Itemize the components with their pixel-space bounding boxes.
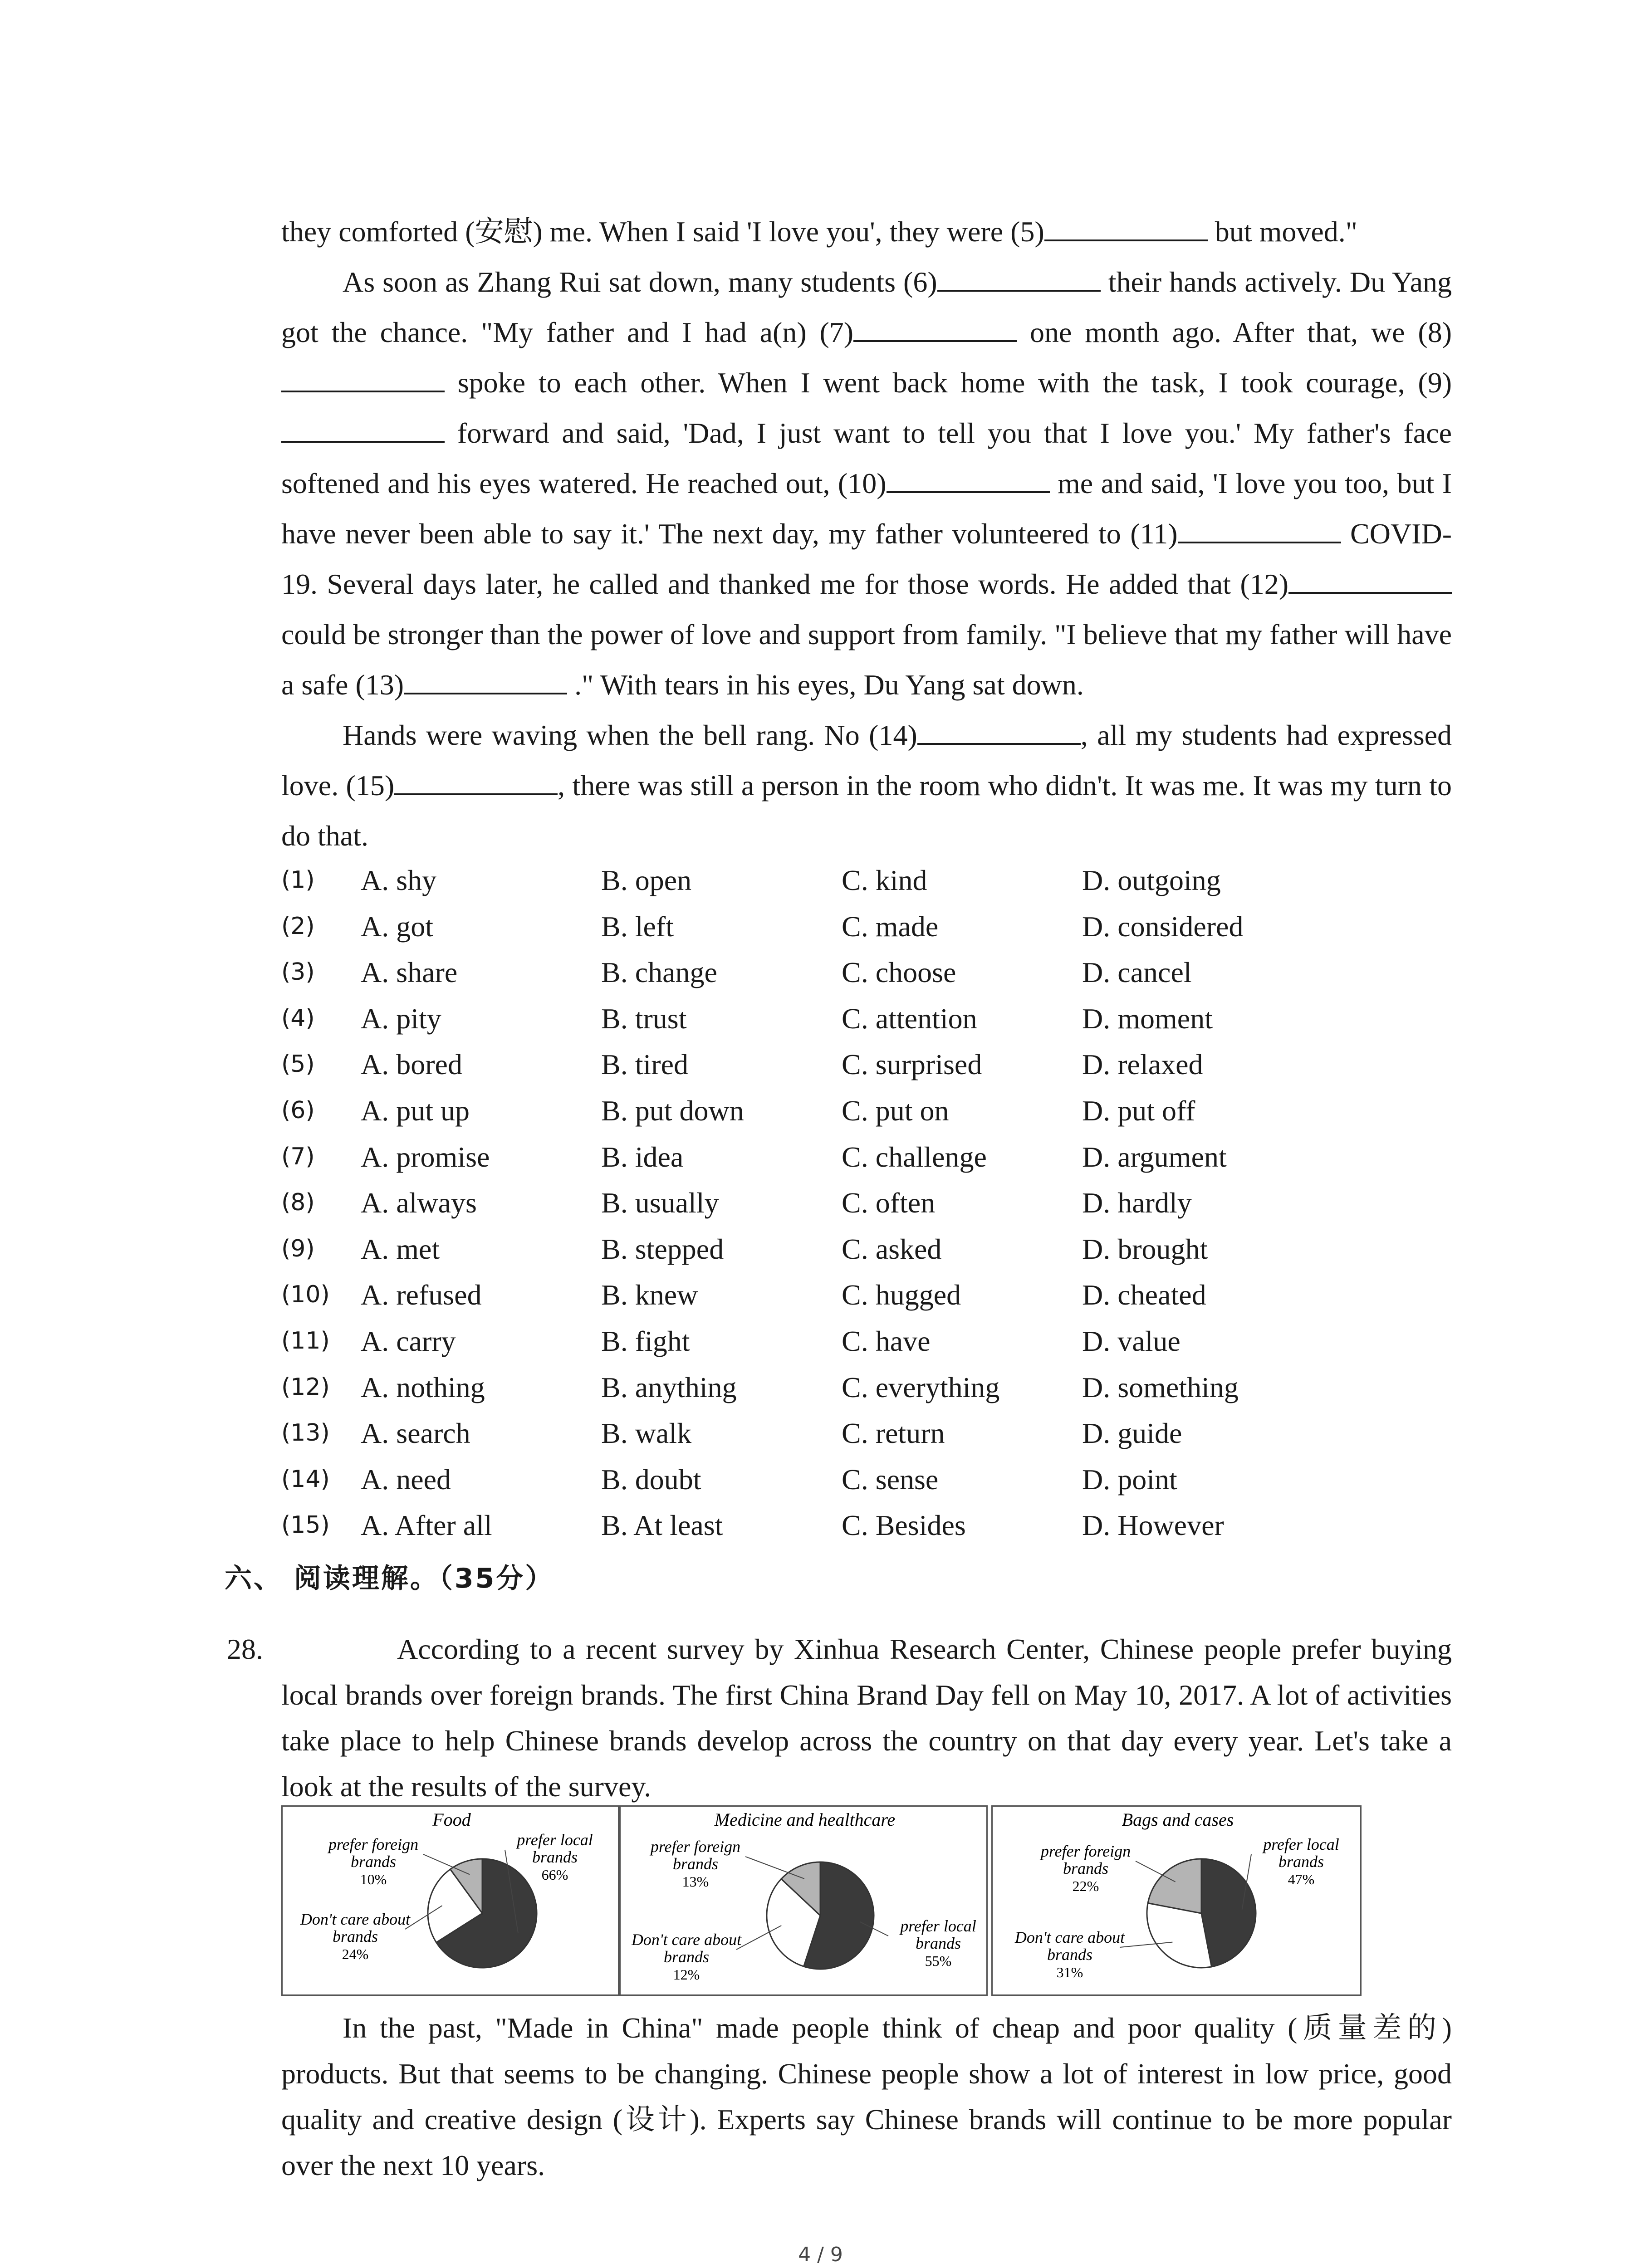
option-row [281, 1134, 1461, 1180]
option-c[interactable]: C. kind [842, 864, 927, 896]
option-a[interactable]: A. shy [361, 864, 437, 896]
option-row [281, 857, 1461, 904]
option-c[interactable]: C. surprised [842, 1048, 982, 1081]
pie-chart-3 [991, 1805, 1362, 1996]
options-table [281, 857, 1461, 1549]
option-number: (10) [281, 1281, 330, 1309]
slice-label: Don't care about [631, 1931, 742, 1949]
passage-paragraph-3: Hands were waving when the bell rang. No (14) , all my students had expressed love. (15) , there was still a person in the room who didn't. It was me. It was my turn to do that. [281, 710, 1452, 861]
slice-label: prefer local [900, 1917, 976, 1935]
slice-label: Don't care about [300, 1910, 411, 1928]
option-d[interactable]: D. something [1082, 1371, 1239, 1403]
option-d[interactable]: D. However [1082, 1509, 1224, 1542]
option-d[interactable]: D. cancel [1082, 956, 1192, 989]
option-row [281, 1318, 1461, 1364]
slice-percent: 31% [1056, 1964, 1083, 1980]
question-28-intro [281, 1626, 1452, 1809]
option-c[interactable]: C. Besides [842, 1509, 966, 1542]
option-number: (13) [281, 1419, 330, 1447]
option-a[interactable]: A. pity [361, 1002, 441, 1035]
pie-slice [1148, 1859, 1201, 1913]
option-number: (7) [281, 1143, 315, 1170]
slice-label: Don't care about [1014, 1928, 1125, 1946]
option-row [281, 1180, 1461, 1226]
page-number: 4 / 9 [798, 2243, 843, 2266]
option-a[interactable]: A. put up [361, 1094, 470, 1127]
option-b[interactable]: B. usually [601, 1187, 719, 1219]
option-c[interactable]: C. asked [842, 1232, 942, 1265]
pie-chart-1 [281, 1805, 619, 1996]
option-d[interactable]: D. brought [1082, 1232, 1208, 1265]
chart-title: Food [432, 1809, 471, 1830]
option-c[interactable]: C. choose [842, 956, 956, 989]
slice-percent: 47% [1288, 1871, 1315, 1887]
option-c[interactable]: C. often [842, 1187, 936, 1219]
slice-label: brands [1063, 1859, 1109, 1877]
cloze-passage [281, 206, 1452, 861]
option-d[interactable]: D. considered [1082, 910, 1244, 943]
option-row [281, 1502, 1461, 1549]
blank-6[interactable] [937, 264, 1101, 292]
option-a[interactable]: A. search [361, 1417, 470, 1450]
option-row [281, 949, 1461, 996]
option-b[interactable]: B. tired [601, 1048, 688, 1081]
slice-label: prefer foreign [1040, 1842, 1131, 1860]
option-a[interactable]: A. refused [361, 1279, 482, 1311]
option-c[interactable]: C. everything [842, 1371, 1000, 1403]
option-number: (6) [281, 1096, 315, 1124]
question-number: 28. [227, 1633, 263, 1665]
option-number: (5) [281, 1051, 315, 1078]
option-b[interactable]: B. left [601, 910, 674, 943]
option-d[interactable]: D. hardly [1082, 1187, 1192, 1219]
option-a[interactable]: A. got [361, 910, 433, 943]
option-row [281, 1088, 1461, 1134]
option-row [281, 904, 1461, 950]
slice-label: prefer local [1263, 1835, 1339, 1853]
option-row [281, 996, 1461, 1042]
slice-percent: 22% [1072, 1878, 1099, 1894]
option-number: (8) [281, 1189, 315, 1217]
slice-percent: 55% [925, 1953, 952, 1969]
option-d[interactable]: D. guide [1082, 1417, 1182, 1450]
option-a[interactable]: A. After all [361, 1509, 492, 1542]
option-b[interactable]: B. stepped [601, 1232, 724, 1265]
option-d[interactable]: D. relaxed [1082, 1048, 1203, 1081]
option-b[interactable]: B. doubt [601, 1463, 701, 1496]
option-row [281, 1272, 1461, 1318]
pie-chart-2 [619, 1805, 988, 1996]
option-number: (2) [281, 912, 315, 940]
slice-label: brands [663, 1948, 710, 1966]
option-d[interactable]: D. outgoing [1082, 864, 1221, 896]
body-text: In the past, "Made in China" made people think of cheap and poor quality (质量差的) products. But that seems to be changing. Chinese people show a lot of interest in low price, good quality and creative design (设计). Experts say Chinese brands will continue to be more popular over the next 10 years. [281, 2012, 1452, 2181]
option-row [281, 1364, 1461, 1411]
option-b[interactable]: B. put down [601, 1094, 744, 1127]
option-b[interactable]: B. idea [601, 1140, 684, 1173]
blank-14[interactable] [917, 717, 1081, 745]
option-d[interactable]: D. value [1082, 1325, 1181, 1357]
option-b[interactable]: B. At least [601, 1509, 723, 1542]
option-number: (3) [281, 958, 315, 986]
option-d[interactable]: D. put off [1082, 1094, 1195, 1127]
option-a[interactable]: A. met [361, 1232, 440, 1265]
option-number: (9) [281, 1235, 315, 1262]
intro-text: According to a recent survey by Xinhua Research Center, Chinese people prefer buying local brands over foreign brands. The first China Brand Day fell on May 10, 2017. A lot of activities take place to help Chinese brands develop across the country on that day every year. Let's take a look at the results of the survey. [281, 1633, 1452, 1803]
option-number: (15) [281, 1511, 330, 1539]
slice-label: brands [350, 1853, 397, 1871]
pie-svg [993, 1807, 1363, 1997]
option-c[interactable]: C. made [842, 910, 939, 943]
option-a[interactable]: A. need [361, 1463, 451, 1496]
option-row [281, 1410, 1461, 1457]
option-row [281, 1457, 1461, 1503]
slice-label: brands [1278, 1853, 1324, 1871]
option-c[interactable]: C. put on [842, 1094, 949, 1127]
option-a[interactable]: A. nothing [361, 1371, 485, 1403]
blank-12[interactable] [1288, 566, 1452, 594]
option-d[interactable]: D. argument [1082, 1140, 1227, 1173]
slice-percent: 10% [360, 1871, 387, 1887]
option-c[interactable]: C. hugged [842, 1279, 961, 1311]
section-title: 六、 阅读理解。（35分） [225, 1563, 554, 1594]
option-a[interactable]: A. bored [361, 1048, 462, 1081]
blank-5[interactable] [1044, 213, 1208, 241]
slice-label: brands [672, 1855, 719, 1873]
slice-label: brands [532, 1848, 578, 1866]
option-number: (1) [281, 866, 315, 894]
option-a[interactable]: A. carry [361, 1325, 456, 1357]
option-b[interactable]: B. open [601, 864, 692, 896]
slice-label: prefer foreign [328, 1835, 419, 1853]
blank-15[interactable] [394, 767, 558, 795]
option-d[interactable]: D. cheated [1082, 1279, 1206, 1311]
option-number: (11) [281, 1327, 330, 1354]
option-c[interactable]: C. return [842, 1417, 945, 1450]
passage-paragraph-2: As soon as Zhang Rui sat down, many students (6) their hands actively. Du Yang got the chance. "My father and I had a(n) (7) one month ago. After that, we (8) spoke to each other. When I went back home with the task, I took courage, (9) forward and said, 'Dad, I just want to tell you that I love you.' My father's face softened and his eyes watered. He reached out, (10) me and said, 'I love you too, but I have never been able to say it.' The next day, my father volunteered to (11) COVID-19. Several days later, he called and thanked me for those words. He added that (12) could be stronger than the power of love and support from family. "I believe that my father will have a safe (13) ." With tears in his eyes, Du Yang sat down. [281, 257, 1452, 710]
blank-8[interactable] [281, 364, 445, 392]
slice-percent: 13% [682, 1873, 709, 1890]
option-b[interactable]: B. walk [601, 1417, 692, 1450]
blank-9[interactable] [281, 415, 445, 443]
option-b[interactable]: B. anything [601, 1371, 737, 1403]
pie-svg [283, 1807, 621, 1997]
option-b[interactable]: B. trust [601, 1002, 687, 1035]
chart-title: Medicine and healthcare [714, 1809, 896, 1830]
option-c[interactable]: C. have [842, 1325, 931, 1357]
option-d[interactable]: D. moment [1082, 1002, 1213, 1035]
blank-11[interactable] [1178, 515, 1341, 543]
blank-10[interactable] [887, 465, 1050, 493]
slice-label: prefer foreign [650, 1838, 741, 1856]
option-number: (12) [281, 1373, 330, 1401]
option-b[interactable]: B. change [601, 956, 717, 989]
option-b[interactable]: B. knew [601, 1279, 698, 1311]
slice-label: brands [915, 1934, 961, 1952]
option-a[interactable]: A. always [361, 1187, 477, 1219]
option-d[interactable]: D. point [1082, 1463, 1177, 1496]
option-c[interactable]: C. challenge [842, 1140, 987, 1173]
blank-13[interactable] [404, 666, 567, 694]
option-c[interactable]: C. attention [842, 1002, 977, 1035]
pie-svg [621, 1807, 989, 1997]
slice-percent: 12% [673, 1966, 700, 1983]
slice-label: prefer local [517, 1831, 593, 1849]
option-number: (14) [281, 1465, 330, 1493]
slice-percent: 66% [541, 1867, 568, 1883]
blank-7[interactable] [853, 314, 1017, 342]
option-c[interactable]: C. sense [842, 1463, 939, 1496]
slice-label: brands [1047, 1945, 1093, 1964]
option-row [281, 1226, 1461, 1272]
slice-label: brands [332, 1927, 378, 1945]
question-28-body [281, 2005, 1452, 2188]
slice-percent: 24% [342, 1946, 369, 1962]
option-b[interactable]: B. fight [601, 1325, 690, 1357]
passage-line-1: they comforted (安慰) me. When I said 'I love you', they were (5) but moved." [281, 206, 1452, 257]
chart-title: Bags and cases [1122, 1809, 1234, 1830]
option-row [281, 1041, 1461, 1088]
option-a[interactable]: A. share [361, 956, 458, 989]
option-number: (4) [281, 1004, 315, 1032]
option-a[interactable]: A. promise [361, 1140, 490, 1173]
